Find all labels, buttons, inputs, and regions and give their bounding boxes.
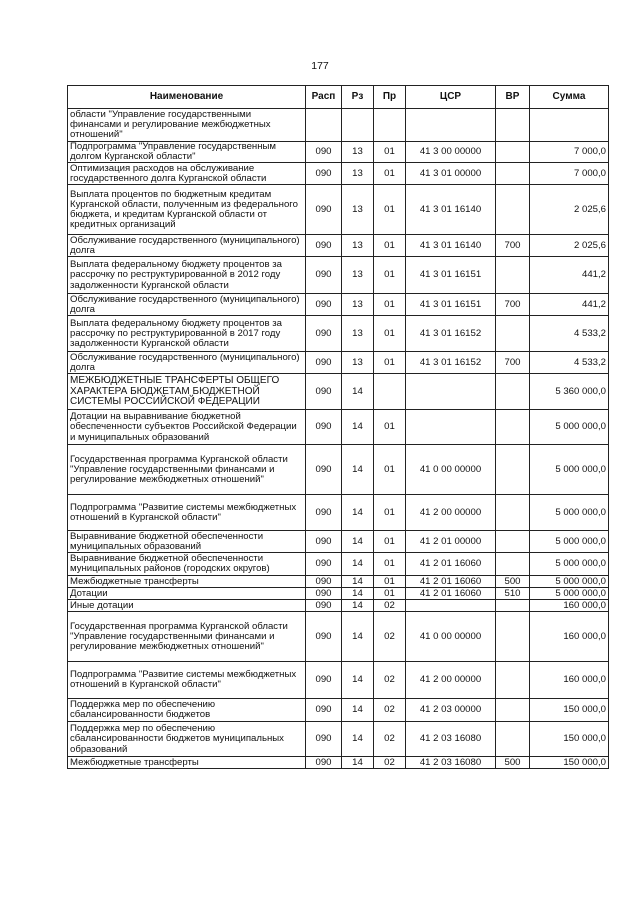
cell-rz: 14 bbox=[342, 588, 374, 600]
cell-rz: 14 bbox=[342, 576, 374, 588]
cell-rasp: 090 bbox=[306, 553, 342, 576]
cell-rasp: 090 bbox=[306, 445, 342, 495]
cell-sum: 150 000,0 bbox=[530, 757, 609, 769]
cell-rz: 13 bbox=[342, 235, 374, 257]
cell-name: Дотации bbox=[68, 588, 306, 600]
table-row bbox=[68, 352, 609, 374]
cell-name: Иные дотации bbox=[68, 600, 306, 612]
cell-rz: 13 bbox=[342, 163, 374, 185]
table-body bbox=[68, 109, 609, 769]
cell-sum: 5 000 000,0 bbox=[530, 588, 609, 600]
cell-rz: 14 bbox=[342, 495, 374, 531]
cell-pr: 01 bbox=[374, 410, 406, 445]
cell-sum: 5 360 000,0 bbox=[530, 374, 609, 410]
cell-sum: 5 000 000,0 bbox=[530, 553, 609, 576]
cell-pr: 01 bbox=[374, 257, 406, 294]
cell-rasp: 090 bbox=[306, 410, 342, 445]
table-row bbox=[68, 699, 609, 722]
cell-csr: 41 3 01 16151 bbox=[406, 257, 496, 294]
table-row bbox=[68, 495, 609, 531]
cell-rasp: 090 bbox=[306, 612, 342, 662]
cell-csr bbox=[406, 410, 496, 445]
cell-csr: 41 3 01 16151 bbox=[406, 294, 496, 316]
cell-vr bbox=[496, 699, 530, 722]
table-row bbox=[68, 294, 609, 316]
cell-sum: 7 000,0 bbox=[530, 163, 609, 185]
cell-vr bbox=[496, 495, 530, 531]
cell-pr: 01 bbox=[374, 185, 406, 235]
cell-sum bbox=[530, 109, 609, 142]
cell-csr: 41 3 00 00000 bbox=[406, 142, 496, 163]
cell-vr bbox=[496, 445, 530, 495]
cell-pr: 01 bbox=[374, 316, 406, 352]
column-header-sum: Сумма bbox=[530, 86, 609, 109]
column-header-rasp: Расп bbox=[306, 86, 342, 109]
cell-rz: 14 bbox=[342, 553, 374, 576]
cell-rasp: 090 bbox=[306, 588, 342, 600]
table-row bbox=[68, 662, 609, 699]
cell-rasp: 090 bbox=[306, 576, 342, 588]
cell-vr bbox=[496, 722, 530, 757]
cell-csr: 41 0 00 00000 bbox=[406, 445, 496, 495]
cell-csr bbox=[406, 600, 496, 612]
cell-csr: 41 2 03 00000 bbox=[406, 699, 496, 722]
column-header-name: Наименование bbox=[68, 86, 306, 109]
table-row bbox=[68, 410, 609, 445]
cell-csr: 41 2 00 00000 bbox=[406, 495, 496, 531]
cell-vr bbox=[496, 531, 530, 553]
cell-rz: 14 bbox=[342, 662, 374, 699]
cell-name: Подпрограмма "Развитие системы межбюджетных отношений в Курганской области" bbox=[68, 495, 306, 531]
cell-pr: 01 bbox=[374, 294, 406, 316]
cell-sum: 4 533,2 bbox=[530, 352, 609, 374]
cell-sum: 2 025,6 bbox=[530, 185, 609, 235]
cell-rz: 14 bbox=[342, 757, 374, 769]
cell-name: Государственная программа Курганской области "Управление государственными финансами и регулирование межбюджетных отношений" bbox=[68, 445, 306, 495]
cell-vr bbox=[496, 553, 530, 576]
cell-name: Государственная программа Курганской области "Управление государственными финансами и регулирование межбюджетных отношений" bbox=[68, 612, 306, 662]
cell-sum: 5 000 000,0 bbox=[530, 531, 609, 553]
table-row bbox=[68, 612, 609, 662]
cell-rasp: 090 bbox=[306, 163, 342, 185]
table-row bbox=[68, 163, 609, 185]
cell-pr: 01 bbox=[374, 576, 406, 588]
cell-name: Подпрограмма "Управление государственным долгом Курганской области" bbox=[68, 142, 306, 163]
cell-csr: 41 3 01 16140 bbox=[406, 185, 496, 235]
cell-pr: 02 bbox=[374, 600, 406, 612]
cell-rasp bbox=[306, 109, 342, 142]
cell-sum: 160 000,0 bbox=[530, 600, 609, 612]
cell-name: МЕЖБЮДЖЕТНЫЕ ТРАНСФЕРТЫ ОБЩЕГО ХАРАКТЕРА БЮДЖЕТАМ БЮДЖЕТНОЙ СИСТЕМЫ РОССИЙСКОЙ ФЕДЕРАЦИИ bbox=[68, 374, 306, 410]
cell-rz: 14 bbox=[342, 410, 374, 445]
cell-csr: 41 3 01 16152 bbox=[406, 352, 496, 374]
cell-rasp: 090 bbox=[306, 257, 342, 294]
cell-name: Выравнивание бюджетной обеспеченности муниципальных районов (городских округов) bbox=[68, 553, 306, 576]
cell-rasp: 090 bbox=[306, 662, 342, 699]
cell-sum: 441,2 bbox=[530, 294, 609, 316]
cell-rasp: 090 bbox=[306, 235, 342, 257]
cell-rasp: 090 bbox=[306, 374, 342, 410]
cell-sum: 5 000 000,0 bbox=[530, 576, 609, 588]
cell-vr bbox=[496, 142, 530, 163]
cell-csr: 41 2 00 00000 bbox=[406, 662, 496, 699]
table-row bbox=[68, 600, 609, 612]
cell-csr: 41 3 01 16152 bbox=[406, 316, 496, 352]
table-row bbox=[68, 374, 609, 410]
cell-rasp: 090 bbox=[306, 316, 342, 352]
cell-sum: 7 000,0 bbox=[530, 142, 609, 163]
cell-csr: 41 2 01 16060 bbox=[406, 588, 496, 600]
cell-pr: 02 bbox=[374, 662, 406, 699]
cell-rasp: 090 bbox=[306, 699, 342, 722]
cell-pr bbox=[374, 109, 406, 142]
cell-rz: 14 bbox=[342, 600, 374, 612]
cell-vr bbox=[496, 109, 530, 142]
cell-sum: 5 000 000,0 bbox=[530, 445, 609, 495]
table-row bbox=[68, 109, 609, 142]
cell-rasp: 090 bbox=[306, 352, 342, 374]
cell-csr: 41 2 03 16080 bbox=[406, 722, 496, 757]
table-row bbox=[68, 531, 609, 553]
cell-name: Дотации на выравнивание бюджетной обеспеченности субъектов Российской Федерации и муниципальных образований bbox=[68, 410, 306, 445]
cell-vr: 500 bbox=[496, 757, 530, 769]
cell-sum: 150 000,0 bbox=[530, 699, 609, 722]
cell-vr: 500 bbox=[496, 576, 530, 588]
cell-name: Выплата процентов по бюджетным кредитам Курганской области, полученным из федерального бюджета, и кредитам Курганской области от кредитных организаций bbox=[68, 185, 306, 235]
cell-rasp: 090 bbox=[306, 531, 342, 553]
cell-name: Обслуживание государственного (муниципального) долга bbox=[68, 235, 306, 257]
cell-vr: 700 bbox=[496, 294, 530, 316]
cell-sum: 160 000,0 bbox=[530, 612, 609, 662]
cell-vr bbox=[496, 612, 530, 662]
table-row bbox=[68, 316, 609, 352]
table-row bbox=[68, 757, 609, 769]
cell-pr: 02 bbox=[374, 612, 406, 662]
cell-rasp: 090 bbox=[306, 600, 342, 612]
table-row bbox=[68, 257, 609, 294]
cell-vr bbox=[496, 185, 530, 235]
cell-vr bbox=[496, 410, 530, 445]
cell-pr: 01 bbox=[374, 163, 406, 185]
cell-rz: 14 bbox=[342, 445, 374, 495]
cell-vr: 700 bbox=[496, 352, 530, 374]
cell-csr: 41 0 00 00000 bbox=[406, 612, 496, 662]
cell-name: Оптимизация расходов на обслуживание государственного долга Курганской области bbox=[68, 163, 306, 185]
cell-rz: 14 bbox=[342, 722, 374, 757]
cell-vr: 700 bbox=[496, 235, 530, 257]
cell-rasp: 090 bbox=[306, 142, 342, 163]
table-row bbox=[68, 185, 609, 235]
cell-csr: 41 2 03 16080 bbox=[406, 757, 496, 769]
budget-table bbox=[67, 85, 609, 769]
table-row bbox=[68, 576, 609, 588]
cell-rz: 13 bbox=[342, 294, 374, 316]
cell-rz: 13 bbox=[342, 142, 374, 163]
cell-pr: 01 bbox=[374, 588, 406, 600]
cell-name: Выравнивание бюджетной обеспеченности муниципальных образований bbox=[68, 531, 306, 553]
cell-rasp: 090 bbox=[306, 294, 342, 316]
cell-vr bbox=[496, 600, 530, 612]
cell-vr bbox=[496, 374, 530, 410]
cell-sum: 2 025,6 bbox=[530, 235, 609, 257]
cell-pr: 01 bbox=[374, 445, 406, 495]
cell-name: Поддержка мер по обеспечению сбалансированности бюджетов муниципальных образований bbox=[68, 722, 306, 757]
cell-vr bbox=[496, 163, 530, 185]
cell-pr: 02 bbox=[374, 699, 406, 722]
table-row bbox=[68, 588, 609, 600]
column-header-rz: Рз bbox=[342, 86, 374, 109]
cell-name: Подпрограмма "Развитие системы межбюджетных отношений в Курганской области" bbox=[68, 662, 306, 699]
cell-name: области "Управление государственными финансами и регулирование межбюджетных отношений" bbox=[68, 109, 306, 142]
cell-name: Выплата федеральному бюджету процентов за рассрочку по реструктурированной в 2012 году задолженности Курганской области bbox=[68, 257, 306, 294]
cell-name: Межбюджетные трансферты bbox=[68, 757, 306, 769]
cell-name: Межбюджетные трансферты bbox=[68, 576, 306, 588]
cell-name: Обслуживание государственного (муниципального) долга bbox=[68, 294, 306, 316]
cell-csr bbox=[406, 374, 496, 410]
cell-sum: 4 533,2 bbox=[530, 316, 609, 352]
cell-vr: 510 bbox=[496, 588, 530, 600]
cell-pr: 01 bbox=[374, 495, 406, 531]
cell-rz: 14 bbox=[342, 374, 374, 410]
page-number: 177 bbox=[311, 60, 329, 72]
cell-pr: 01 bbox=[374, 553, 406, 576]
cell-rasp: 090 bbox=[306, 757, 342, 769]
cell-rz: 14 bbox=[342, 531, 374, 553]
table-row bbox=[68, 722, 609, 757]
cell-sum: 160 000,0 bbox=[530, 662, 609, 699]
cell-csr: 41 3 01 00000 bbox=[406, 163, 496, 185]
cell-sum: 5 000 000,0 bbox=[530, 410, 609, 445]
cell-csr: 41 3 01 16140 bbox=[406, 235, 496, 257]
cell-csr: 41 2 01 00000 bbox=[406, 531, 496, 553]
cell-rz: 13 bbox=[342, 185, 374, 235]
cell-rz bbox=[342, 109, 374, 142]
table-row bbox=[68, 235, 609, 257]
cell-name: Обслуживание государственного (муниципального) долга bbox=[68, 352, 306, 374]
cell-rz: 13 bbox=[342, 316, 374, 352]
cell-vr bbox=[496, 316, 530, 352]
cell-pr: 02 bbox=[374, 757, 406, 769]
cell-pr: 01 bbox=[374, 235, 406, 257]
column-header-pr: Пр bbox=[374, 86, 406, 109]
column-header-vr: ВР bbox=[496, 86, 530, 109]
cell-rz: 13 bbox=[342, 257, 374, 294]
cell-sum: 441,2 bbox=[530, 257, 609, 294]
table-row bbox=[68, 142, 609, 163]
cell-rasp: 090 bbox=[306, 722, 342, 757]
cell-rasp: 090 bbox=[306, 185, 342, 235]
cell-pr: 01 bbox=[374, 352, 406, 374]
cell-pr: 02 bbox=[374, 722, 406, 757]
cell-sum: 5 000 000,0 bbox=[530, 495, 609, 531]
cell-rz: 13 bbox=[342, 352, 374, 374]
cell-name: Выплата федеральному бюджету процентов за рассрочку по реструктурированной в 2017 году задолженности Курганской области bbox=[68, 316, 306, 352]
table-row bbox=[68, 445, 609, 495]
table-row bbox=[68, 553, 609, 576]
cell-pr bbox=[374, 374, 406, 410]
cell-rz: 14 bbox=[342, 612, 374, 662]
cell-csr: 41 2 01 16060 bbox=[406, 576, 496, 588]
column-header-csr: ЦСР bbox=[406, 86, 496, 109]
cell-rz: 14 bbox=[342, 699, 374, 722]
cell-name: Поддержка мер по обеспечению сбалансированности бюджетов bbox=[68, 699, 306, 722]
cell-vr bbox=[496, 662, 530, 699]
table-header-row bbox=[68, 86, 609, 109]
cell-sum: 150 000,0 bbox=[530, 722, 609, 757]
cell-rasp: 090 bbox=[306, 495, 342, 531]
cell-csr: 41 2 01 16060 bbox=[406, 553, 496, 576]
cell-pr: 01 bbox=[374, 531, 406, 553]
cell-csr bbox=[406, 109, 496, 142]
cell-pr: 01 bbox=[374, 142, 406, 163]
cell-vr bbox=[496, 257, 530, 294]
